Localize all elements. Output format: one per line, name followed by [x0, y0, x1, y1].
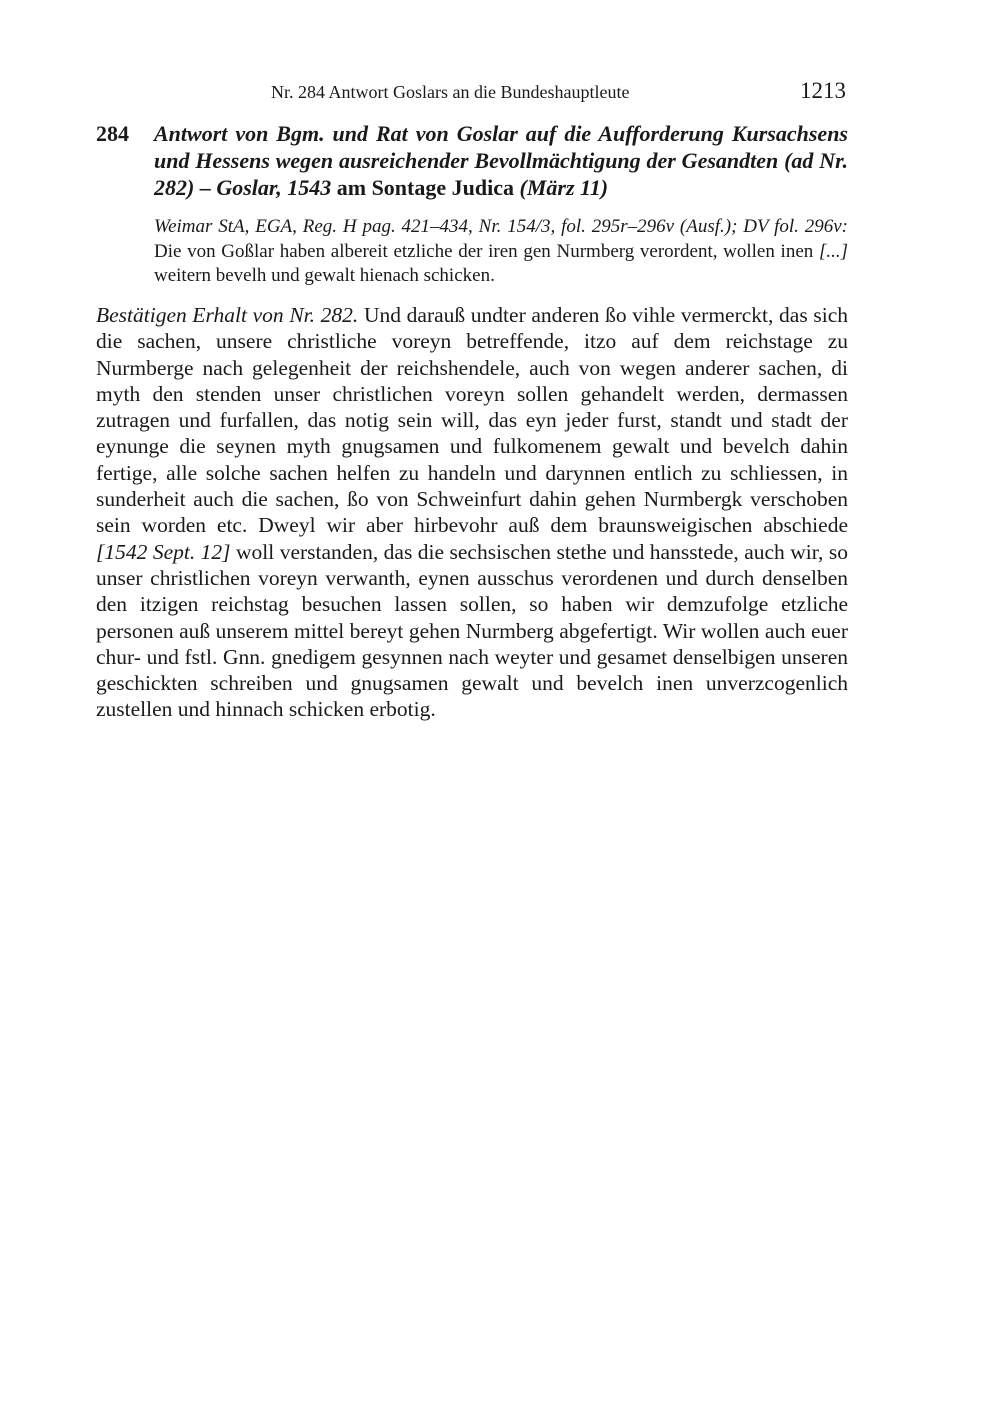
document-title-date-resolved: (März 11) [519, 175, 609, 200]
page-number: 1213 [800, 78, 846, 103]
document-title [154, 120, 848, 201]
body-date-note: [1542 Sept. 12] [96, 539, 231, 564]
source-note-omission: [...] [818, 240, 848, 262]
document-title-italic: Antwort von Bgm. und Rat von Goslar auf die Aufforderung Kursachsens und Hessens wegen ausreichender Bevollmächtigung der Gesandten (ad Nr. 282) – Goslar, 1543 [154, 121, 848, 200]
running-head [96, 78, 848, 108]
running-title: Nr. 284 Antwort Goslars an die Bundeshauptleute [271, 82, 630, 102]
body-summary: Bestätigen Erhalt von Nr. 282. [96, 303, 359, 327]
document-body [96, 302, 848, 723]
source-reference: Weimar StA, EGA, Reg. H pag. 421–434, Nr. 154/3, fol. 295r–296v (Ausf.); DV fol. 296v: [154, 216, 848, 237]
body-text-a: Und darauß undter anderen ßo vihle vermerckt, das sich die sachen, unsere christliche voreyn betreffende, itzo auf dem reichstage zu Nurmberge nach gelegenheit der reichshendele, auch von wegen anderer sachen, di myth den stenden unser christlichen voreyn sollen gehandelt werden, dermassen zutragen und furfallen, das notig sein will, das eyn jeder furst, standt und stadt der eynunge die seynen myth gnugsamen und fulkomenem gewalt und bevelch dahin fertige, alle solche sachen helfen zu handeln und darynnen entlich zu schliessen, in sunderheit auch die sachen, ßo von Schweinfurt dahin gehen Nurmbergk verschoben sein worden etc. Dweyl wir aber hirbevohr auß dem braunsweigischen abschiede [96, 303, 848, 538]
document-heading [96, 120, 848, 201]
body-text-b: woll verstanden, das die sechsischen stethe und hansstede, auch wir, so unser christlichen voreyn verwanth, eynen ausschus verordenen und durch denselben den itzigen reichstag besuchen lassen sollen, so haben wir demzufolge etzliche personen auß unserem mittel bereyt gehen Nurmberg abgefertigt. Wir wollen auch euer chur- und fstl. Gnn. gnedigem gesynnen nach weyter und gesamet denselbigen unseren geschickten schreiben und gnugsamen gewalt und bevelch inen unverzcogenlich zustellen und hinnach schicken erbotig. [96, 539, 849, 722]
document-number: 284 [96, 121, 129, 146]
source-note [154, 215, 848, 289]
source-note-text-a: Die von Goßlar haben albereit etzliche der iren gen Nurmberg verordent, wollen inen [154, 240, 814, 262]
document-title-date-roman: am Sontage Judica [336, 175, 514, 200]
source-note-text-b: weitern bevelh und gewalt hienach schicken. [154, 265, 495, 286]
